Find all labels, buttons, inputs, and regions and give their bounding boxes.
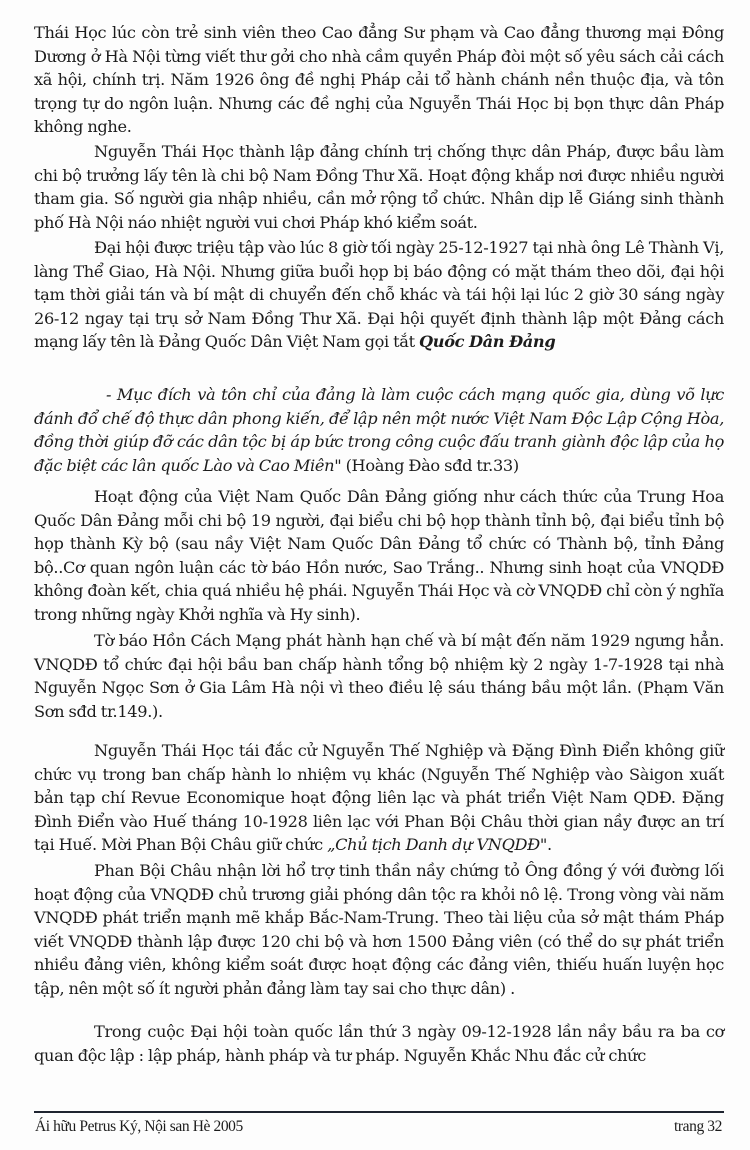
paragraph-3-text: Đại hội được triệu tập vào lúc 8 giờ tối ngày 25-12-1927 tại nhà ông Lê Thành Vị, làng Thể Giao, Hà Nội. Nhưng giữa buổi họp bị báo động có mặt thám theo dõi, đại hội tạm thời giải tán và bí mật di chuyển đến chỗ khác và tái hội lại lúc 2 giờ 30 sáng ngày 26-12 ngay tại trụ sở Nam Đồng Thư Xã. Đại hội quyết định thành lập một Đảng cách mạng lấy tên là Đảng Quốc Dân Việt Nam gọi tắt [34, 238, 724, 352]
paragraph-2 [34, 140, 724, 234]
paragraph-1 [34, 21, 724, 139]
paragraph-7-text: Nguyễn Thái Học tái đắc cử Nguyễn Thế Nghiệp và Đặng Đình Điển không giữ chức vụ trong ban chấp hành lo nhiệm vụ khác (Nguyễn Thế Nghiệp vào Sàigon xuất bản tạp chí Revue Economique hoạt động liên lạc và phát triển Việt Nam QDĐ. Đặng Đình Điển vào Huế tháng 10-1928 liên lạc với Phan Bội Châu thời gian nầy được an trí tại Huế. Mời Phan Bội Châu giữ chức [34, 741, 724, 855]
paragraph-5-text: Hoạt động của Việt Nam Quốc Dân Đảng giống như cách thức của Trung Hoa Quốc Dân Đảng mỗi chi bộ 19 người, đại biểu chi bộ họp thành tỉnh bộ, đại biểu tỉnh bộ họp thành Kỳ bộ (sau nầy Việt Nam Quốc Dân Đảng tổ chức có Thành bộ, tỉnh Đảng bộ..Cơ quan ngôn luận các tờ báo Hồn nước, Sao Trắng.. Nhưng sinh hoạt của VNQDĐ không đoàn kết, chia quá nhiều hệ phái. Nguyễn Thái Học và cờ VNQDĐ chỉ còn ý nghĩa trong những ngày Khởi nghĩa và Hy sinh). [34, 487, 724, 624]
paragraph-9 [34, 1020, 724, 1067]
paragraph-6 [34, 629, 724, 723]
footer-publication: Ái hữu Petrus Ký, Nội san Hè 2005 [35, 1118, 243, 1135]
paragraph-1-text: Thái Học lúc còn trẻ sinh viên theo Cao đẳng Sư phạm và Cao đẳng thương mại Đông Dương ở Hà Nội từng viết thư gởi cho nhà cầm quyền Pháp đòi một số yêu sách cải cách xã hội, chính trị. Năm 1926 ông đề nghị Pháp cải tổ hành chánh nền thuộc địa, và tôn trọng tự do ngôn luận. Nhưng các đề nghị của Nguyễn Thái Học bị bọn thực dân Pháp không nghe. [34, 23, 724, 137]
paragraph-2-text: Nguyễn Thái Học thành lập đảng chính trị chống thực dân Pháp, được bầu làm chi bộ trưởng lấy tên là chi bộ Nam Đồng Thư Xã. Hoạt động khắp nơi được nhiều người tham gia. Số người gia nhập nhiều, cần mở rộng tổ chức. Nhân dịp lễ Giáng sinh thành phố Hà Nội náo nhiệt người vui chơi Pháp khó kiểm soát. [34, 142, 724, 232]
paragraph-9-text: Trong cuộc Đại hội toàn quốc lần thứ 3 ngày 09-12-1928 lần nầy bầu ra ba cơ quan độc lập : lập pháp, hành pháp và tư pháp. Nguyễn Khắc Nhu đắc cử chức [34, 1022, 724, 1065]
paragraph-8 [34, 859, 724, 1001]
paragraph-7 [34, 739, 724, 857]
footer-page-number: trang 32 [673, 1118, 722, 1135]
party-name-emphasis: Quốc Dân Đảng [419, 332, 556, 352]
paragraph-5 [34, 485, 724, 627]
quote-paragraph [34, 383, 724, 477]
quote-text: - Mục đích và tôn chỉ của đảng là làm cuộc cách mạng quốc gia, dùng võ lực đánh đổ chế độ thực dân phong kiến, để lập nên một nước Việt Nam Độc Lập Cộng Hòa, đồng thời giúp đỡ các dân tộc bị áp bức trong công cuộc đấu tranh giành độc lập của họ đặc biệt các lân quốc Lào và Cao Miên" [34, 385, 724, 475]
paragraph-6-text: Tờ báo Hồn Cách Mạng phát hành hạn chế và bí mật đến năm 1929 ngưng hẳn. VNQDĐ tổ chức đại hội bầu ban chấp hành tổng bộ nhiệm kỳ 2 ngày 1-7-1928 tại nhà Nguyễn Ngọc Sơn ở Gia Lâm Hà nội vì theo điều lệ sáu tháng bầu một lần. (Phạm Văn Sơn sđd tr.149.). [34, 631, 724, 721]
footer-divider [34, 1111, 724, 1113]
honorary-title-emphasis: „Chủ tịch Danh dự VNQDĐ" [327, 835, 547, 855]
quote-citation: (Hoàng Đào sđd tr.33) [341, 455, 519, 475]
paragraph-8-text: Phan Bội Châu nhận lời hổ trợ tinh thần nầy chứng tỏ Ông đồng ý với đường lối hoạt động của VNQDĐ chủ trương giải phóng dân tộc ra khỏi nô lệ. Trong vòng vài năm VNQDĐ phát triển mạnh mẽ khắp Bắc-Nam-Trung. Theo tài liệu của sở mật thám Pháp viết VNQDĐ thành lập được 120 chi bộ và hơn 1500 Đảng viên (có thể do sự phát triển nhiều đảng viên, không kiểm soát được hoạt động các đảng viên, thiếu huấn luyện học tập, nên một số ít người phản đảng làm tay sai cho thực dân) . [34, 861, 724, 998]
paragraph-3 [34, 236, 724, 354]
paragraph-7-end: . [546, 835, 552, 855]
